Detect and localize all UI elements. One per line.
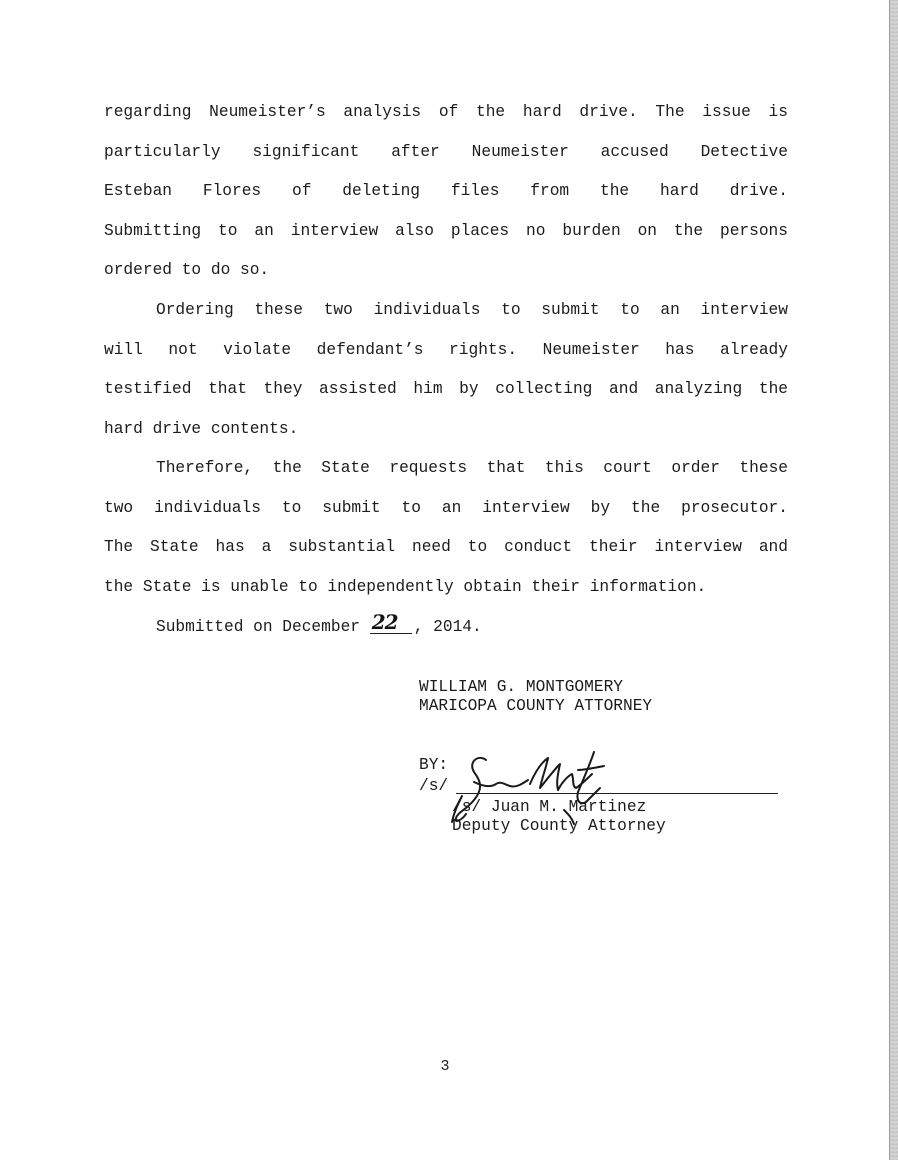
date-blank: [370, 610, 414, 634]
paragraph-ordering: [104, 291, 788, 449]
text-line: testified that they assisted him by collecting and analyzing the: [104, 380, 788, 399]
text-line: will not violate defendant’s rights. Neumeister has already: [104, 340, 788, 359]
text-line: The State has a substantial need to conduct their interview and: [104, 538, 788, 557]
office-name: WILLIAM G. MONTGOMERY: [419, 678, 623, 696]
attorney-name: /s/ Juan M. Martinez: [452, 798, 647, 816]
attorney-title: Deputy County Attorney: [452, 817, 666, 835]
by-label: BY:: [419, 756, 449, 774]
paragraph-continuation: [104, 93, 788, 291]
submitted-suffix: , 2014.: [413, 618, 482, 636]
text-line: regarding Neumeister’s analysis of the hard drive. The issue is: [104, 103, 788, 121]
submitted-prefix: Submitted on December: [156, 618, 360, 636]
date-underline: [370, 633, 412, 634]
office-title: MARICOPA COUNTY ATTORNEY: [419, 697, 653, 715]
submitted-date-line: [156, 610, 482, 641]
text-line: Ordering these two individuals to submit to an interview: [156, 301, 788, 319]
text-line: Submitting to an interview also places no burden on the persons: [104, 221, 788, 240]
handwritten-day: 22: [371, 610, 398, 634]
text-line: the State is unable to independently obtain their information.: [104, 577, 707, 596]
page-number: 3: [440, 1058, 450, 1075]
handwritten-signature: [444, 748, 624, 838]
text-line: Esteban Flores of deleting files from the hard drive.: [104, 182, 788, 201]
text-line: particularly significant after Neumeister accused Detective: [104, 142, 788, 161]
scan-edge: [889, 0, 898, 1160]
s-mark: /s/: [419, 777, 449, 795]
text-line: hard drive contents.: [104, 419, 299, 438]
paragraph-therefore: [104, 449, 788, 607]
text-line: two individuals to submit to an interview by the prosecutor.: [104, 498, 788, 517]
text-line: Therefore, the State requests that this court order these: [156, 459, 788, 477]
text-line: ordered to do so.: [104, 261, 270, 280]
